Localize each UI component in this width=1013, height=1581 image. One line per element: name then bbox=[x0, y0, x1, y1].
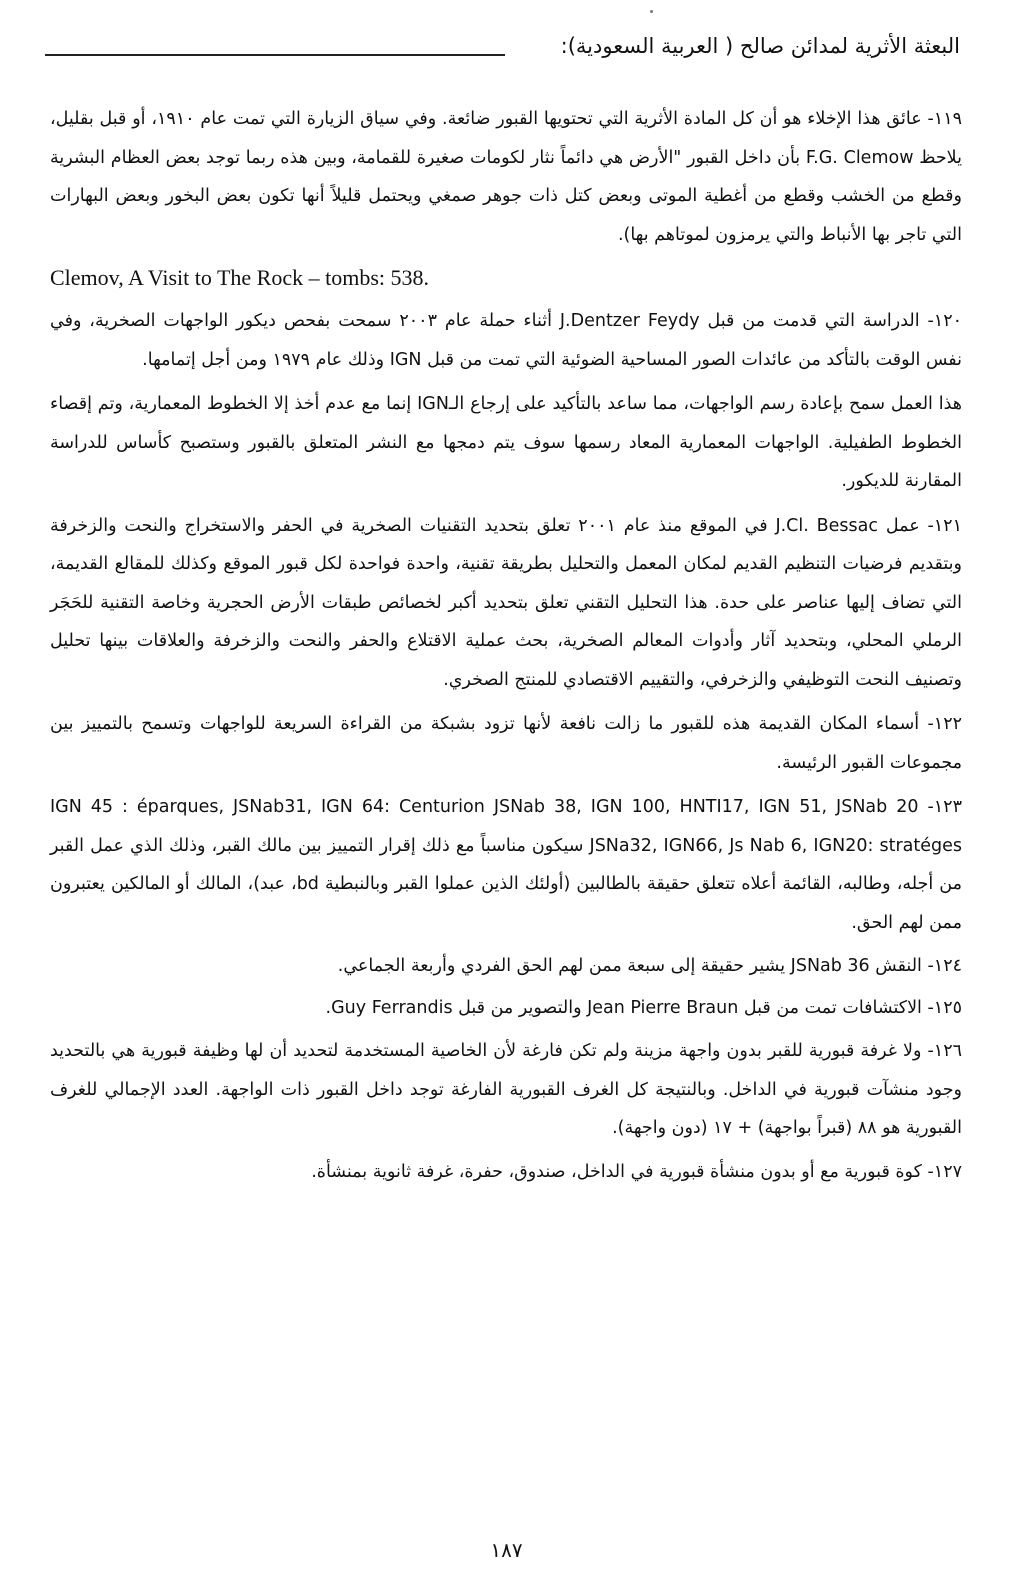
header-title: البعثة الأثرية لمدائن صالح ( العربية السعودية): bbox=[560, 34, 960, 58]
note-126: ١٢٦- ولا غرفة قبورية للقبر بدون واجهة مزينة ولم تكن فارغة لأن الخاصية المستخدمة لتحديد أن لها وظيفة قبورية هي بالتحديد وجود منشآت قبورية في الداخل. وبالنتيجة كل الغرف القبورية الفارغة توجد داخل القبور ذات الواجهة. العدد الإجمالي للغرف القبورية هو ٨٨ (قبراً بواجهة) + ١٧ (دون واجهة). bbox=[50, 1041, 962, 1138]
note-123: ١٢٣- IGN 45 : éparques, JSNab31, IGN 64: Centurion JSNab 38, IGN 100, HNTI17, IGN 51, JSNab 20 JSNa32, IGN66, Js Nab 6, IGN20: stratéges سيكون مناسباً مع ذلك إقرار التمييز بين مالك القبر، وذلك الذي عمل القبر من أجله، وطالبه، القائمة أعلاه تتعلق حقيقة بالطالبين (أولئك الذين عملوا القبر وبالنبطية bd، عبد)، المالك أو المالكين يعتبرون ممن لهم الحق. bbox=[50, 797, 962, 933]
running-header bbox=[45, 30, 960, 74]
note-120-continued: هذا العمل سمح بإعادة رسم الواجهات، مما ساعد بالتأكيد على إرجاع الـIGN إنما مع عدم أخذ إلا الخطوط المعمارية، وتم إقصاء الخطوط الطفيلية. الواجهات المعمارية المعاد رسمها سوف يتم دمجها مع النشر المتعلق بالقبور وستصبح كأساس للدراسة المقارنة للديكور. bbox=[50, 394, 963, 491]
note-124: ١٢٤- النقش JSNab 36 يشير حقيقة إلى سبعة ممن لهم الحق الفردي وأربعة الجماعي. bbox=[337, 956, 962, 976]
note-120: ١٢٠- الدراسة التي قدمت من قبل J.Dentzer Feydy أثناء حملة عام ٢٠٠٣ سمحت بفحص ديكور الواجهات الصخرية، وفي نفس الوقت بالتأكد من عائدات الصور المساحية الضوئية التي تمت من قبل IGN وذلك عام ١٩٧٩ ومن أجل إتمامها. bbox=[50, 311, 962, 370]
note-119-reference: Clemov, A Visit to The Rock – tombs: 538. bbox=[50, 265, 430, 290]
page-number: ١٨٧ bbox=[490, 1538, 523, 1562]
note-121: ١٢١- عمل J.Cl. Bessac في الموقع منذ عام ٢٠٠١ تعلق بتحديد التقنيات الصخرية في الحفر والاستخراج والنحت والزخرفة وبتقديم فرضيات التنظيم القديم لمكان المعمل والتحليل بطريقة تقنية، واحدة فواحدة لكل قبور الموقع وكذلك للمقالع القديمة، التي تضاف إليها عناصر على حدة. هذا التحليل التقني تعلق بتحديد أكبر لخصائص طبقات الأرض الحجرية وخاصة التقنية للحَجَر الرملي المحلي، وبتحديد آثار وأدوات المعالم الصخرية، بحث عملية الاقتلاع والحفر والنحت والزخرفة والعلاقات بينها تحليل وتصنيف النحت التوظيفي والزخرفي، والتقييم الاقتصادي للمنتج الصخري. bbox=[50, 515, 962, 690]
body-text bbox=[50, 100, 962, 1196]
header-rule bbox=[45, 54, 505, 56]
note-119: ١١٩- عائق هذا الإخلاء هو أن كل المادة الأثرية التي تحتويها القبور ضائعة. وفي سياق الزيارة التي تمت عام ١٩١٠، أو قبل بقليل، يلاحظ F.G. Clemow بأن داخل القبور "الأرض هي دائماً نثار لكومات صغيرة للقمامة، وبين هذه ربما توجد بعض العظام البشرية وقطع من الخشب وقطع من أغطية الموتى وبعض كتل ذات جوهر صمغي ويحتمل قليلاً أنها تكون بعض البخور وبعض البهارات التي تاجر بها الأنباط والتي يرمزون لموتاهم بها). bbox=[50, 109, 962, 245]
note-127: ١٢٧- كوة قبورية مع أو بدون منشأة قبورية في الداخل، صندوق، حفرة، غرفة ثانوية بمنشأة. bbox=[311, 1161, 962, 1182]
note-125: ١٢٥- الاكتشافات تمت من قبل Jean Pierre Braun والتصوير من قبل Guy Ferrandis. bbox=[325, 998, 962, 1018]
scan-speck bbox=[650, 10, 653, 13]
note-122: ١٢٢- أسماء المكان القديمة هذه للقبور ما زالت نافعة لأنها تزود بشبكة من القراءة السريعة للواجهات وتسمح بالتمييز بين مجموعات القبور الرئيسة. bbox=[50, 714, 962, 773]
